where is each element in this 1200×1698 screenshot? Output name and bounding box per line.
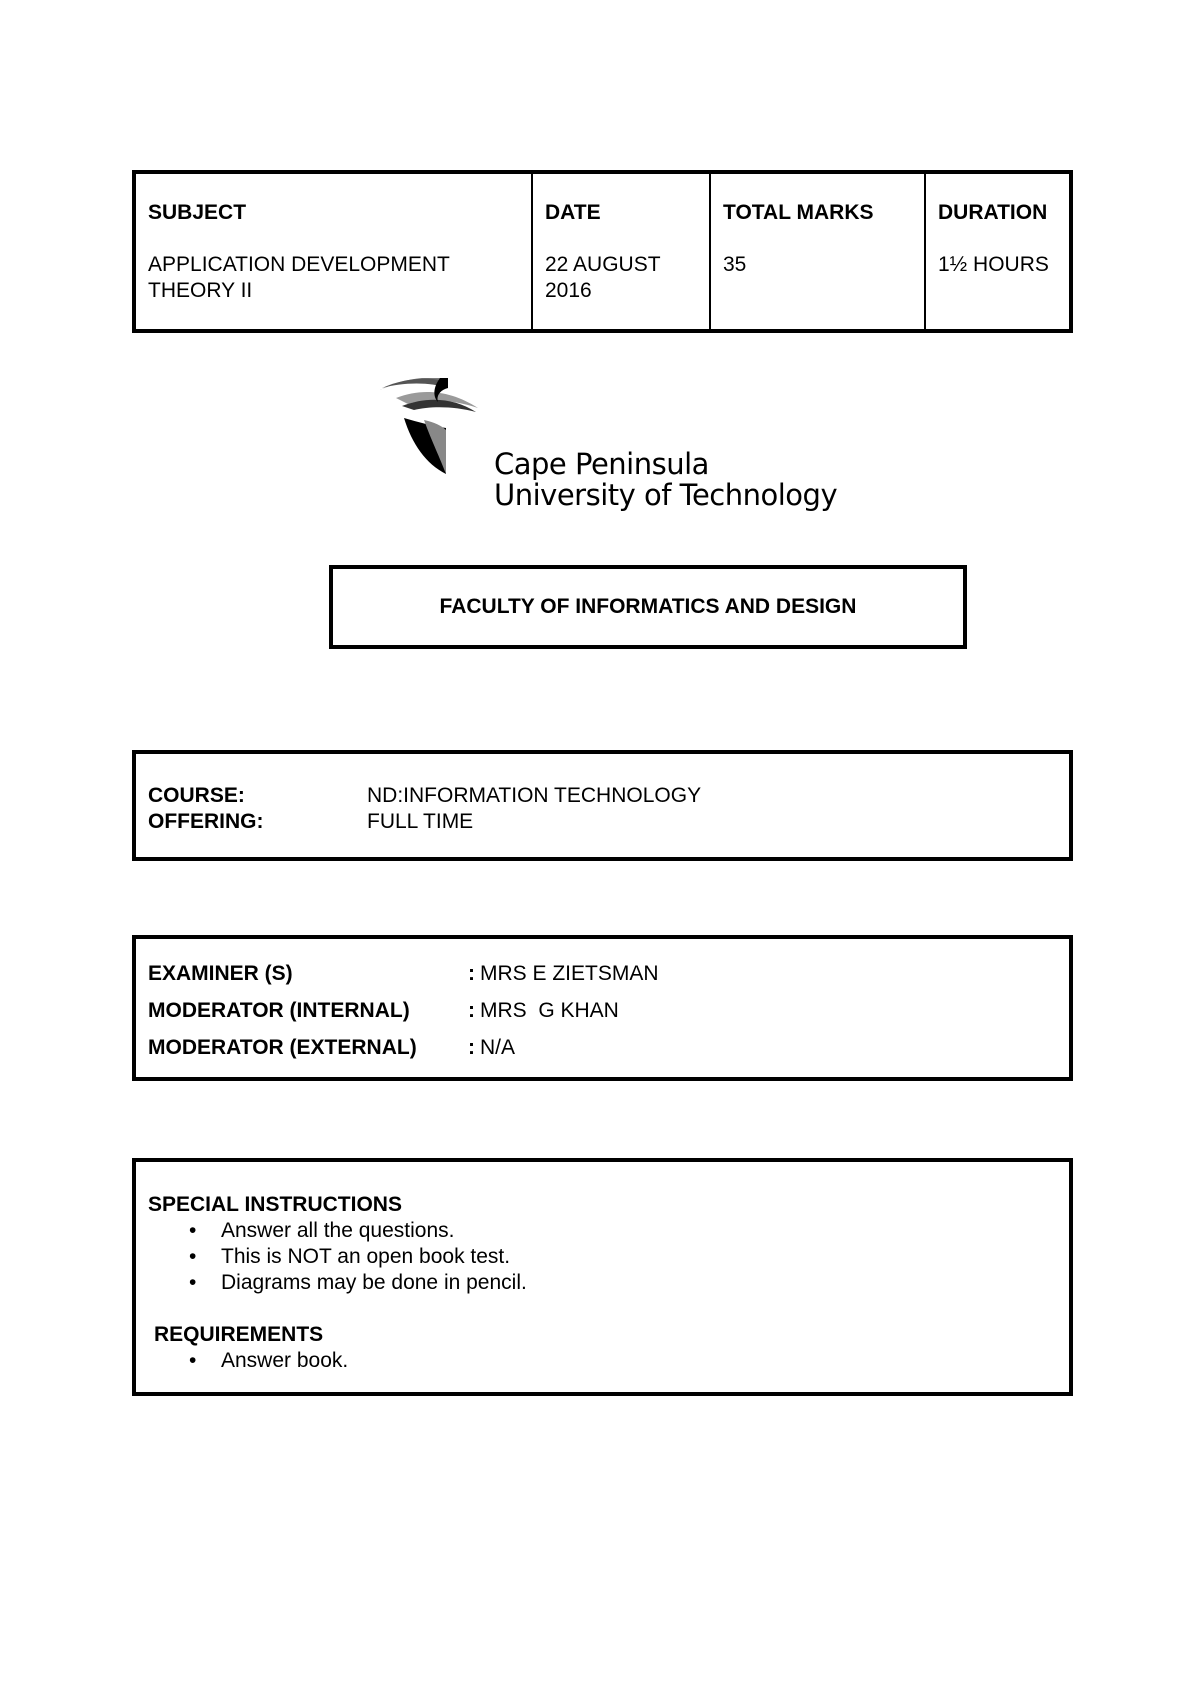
bullet-icon: • bbox=[189, 1219, 197, 1242]
requirements-title: REQUIREMENTS bbox=[154, 1323, 324, 1346]
course-value: ND:INFORMATION TECHNOLOGY bbox=[367, 784, 702, 807]
course-row bbox=[148, 783, 1057, 809]
moderator-external-row bbox=[148, 1029, 1057, 1066]
logo-text-line2: University of Technology bbox=[494, 478, 838, 512]
moderator-internal-colon: : bbox=[468, 999, 475, 1022]
examiner-label: EXAMINER (S) bbox=[148, 962, 293, 985]
subject-label: SUBJECT bbox=[148, 201, 247, 224]
subject-cell bbox=[136, 174, 531, 329]
moderator-external-value: N/A bbox=[480, 1036, 516, 1059]
course-label: COURSE: bbox=[148, 784, 245, 807]
subject-value-line1: APPLICATION DEVELOPMENT bbox=[148, 253, 450, 276]
subject-value-line2: THEORY II bbox=[148, 279, 253, 302]
instruction-text: This is NOT an open book test. bbox=[221, 1245, 511, 1268]
offering-value: FULL TIME bbox=[367, 810, 474, 833]
list-item bbox=[148, 1270, 1057, 1296]
duration-value: 1½ HOURS bbox=[938, 253, 1049, 276]
examiner-box bbox=[132, 935, 1073, 1081]
moderator-external-colon: : bbox=[468, 1036, 475, 1059]
instruction-text: Answer all the questions. bbox=[221, 1219, 455, 1242]
cput-wave-logo-icon bbox=[378, 378, 498, 488]
bullet-icon: • bbox=[189, 1271, 197, 1294]
special-instructions-title: SPECIAL INSTRUCTIONS bbox=[148, 1193, 402, 1216]
date-label: DATE bbox=[545, 201, 601, 224]
list-item bbox=[148, 1348, 1057, 1374]
offering-label: OFFERING: bbox=[148, 810, 264, 833]
date-cell bbox=[531, 174, 709, 329]
faculty-box bbox=[329, 565, 967, 649]
duration-cell bbox=[924, 174, 1069, 329]
list-item bbox=[148, 1244, 1057, 1270]
header-table bbox=[132, 170, 1073, 333]
instruction-text: Diagrams may be done in pencil. bbox=[221, 1271, 527, 1294]
duration-label: DURATION bbox=[938, 201, 1048, 224]
examiner-value: MRS E ZIETSMAN bbox=[480, 962, 659, 985]
moderator-external-label: MODERATOR (EXTERNAL) bbox=[148, 1036, 417, 1059]
instructions-box bbox=[132, 1158, 1073, 1396]
bullet-icon: • bbox=[189, 1245, 197, 1268]
offering-row bbox=[148, 809, 1057, 835]
date-value-line1: 22 AUGUST bbox=[545, 253, 661, 276]
list-item bbox=[148, 1218, 1057, 1244]
requirement-text: Answer book. bbox=[221, 1349, 349, 1372]
date-value-line2: 2016 bbox=[545, 279, 592, 302]
total-marks-cell bbox=[709, 174, 924, 329]
logo-text-line1: Cape Peninsula bbox=[494, 447, 709, 481]
moderator-internal-row bbox=[148, 992, 1057, 1029]
faculty-title: FACULTY OF INFORMATICS AND DESIGN bbox=[439, 595, 857, 618]
requirements-list bbox=[148, 1348, 1057, 1374]
university-logo bbox=[378, 378, 838, 528]
instructions-list bbox=[148, 1218, 1057, 1296]
course-box bbox=[132, 750, 1073, 861]
moderator-internal-value: MRS G KHAN bbox=[480, 999, 619, 1022]
bullet-icon: • bbox=[189, 1349, 197, 1372]
examiner-colon: : bbox=[468, 962, 475, 985]
total-marks-label: TOTAL MARKS bbox=[723, 201, 874, 224]
examiner-row bbox=[148, 955, 1057, 992]
moderator-internal-label: MODERATOR (INTERNAL) bbox=[148, 999, 410, 1022]
total-marks-value: 35 bbox=[723, 253, 747, 276]
